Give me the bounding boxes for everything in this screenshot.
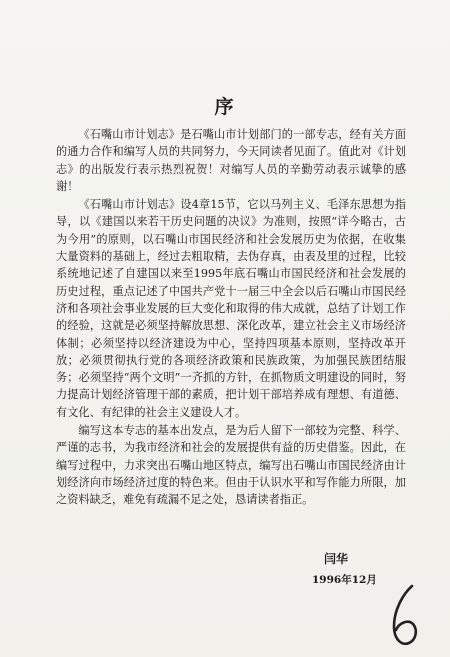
- paragraph: 《石嘴山市计划志》是石嘴山市计划部门的一部专志，经有关方面的通力合作和编写人员的共同努力，今天同读者见面了。值此对《计划志》的出版发行表示热烈祝贺！对编写人员的辛勤劳动表示诚挚的感谢！: [56, 128, 406, 193]
- page-title: 序: [214, 96, 236, 118]
- preface-body: [56, 126, 406, 509]
- signature-date: 1996年12月: [312, 574, 377, 586]
- author-signature: 闫华: [324, 552, 349, 566]
- paragraph: 《石嘴山市计划志》设4章15节，它以马列主义、毛泽东思想为指导，以《建国以来若干历史问题的决议》为准则，按照“详今略古，古为今用”的原则，以石嘴山市国民经济和社会发展历史为依据，在收集大量资料的基础上，经过去粗取精，去伪存真，由表及里的过程，比较系统地记述了自建国以来至1995年底石嘴山市国民经济和社会发展的历史过程，重点记述了中国共产党十一届三中全会以后石嘴山市国民经济和各项社会事业发展的巨大变化和取得的伟大成就，总结了计划工作的经验，这就是必须坚持解放思想、深化改革，建立社会主义市场经济体制；必须坚持以经济建设为中心，坚持四项基本原则，坚持改革开放；必须贯彻执行党的各项经济政策和民族政策，为加强民族团结服务；必须坚持“两个文明”一齐抓的方针，在抓物质文明建设的同时，努力提高计划经济管理干部的素质，把计划干部培养成有理想、有道德、有文化、有纪律的社会主义建设人才。: [56, 198, 406, 419]
- paragraph: 编写这本专志的基本出发点，是为后人留下一部较为完整、科学、严谨的志书，为我市经济和社会的发展提供有益的历史借鉴。因此，在编写过程中，力求突出石嘴山地区特点，编写出石嘴山市国民经济由计划经济向市场经济过度的特色来。但由于认识水平和写作能力所限，加之资料缺乏，难免有疏漏不足之处，恳请读者指正。: [56, 424, 406, 507]
- handwritten-page-number: [385, 580, 425, 650]
